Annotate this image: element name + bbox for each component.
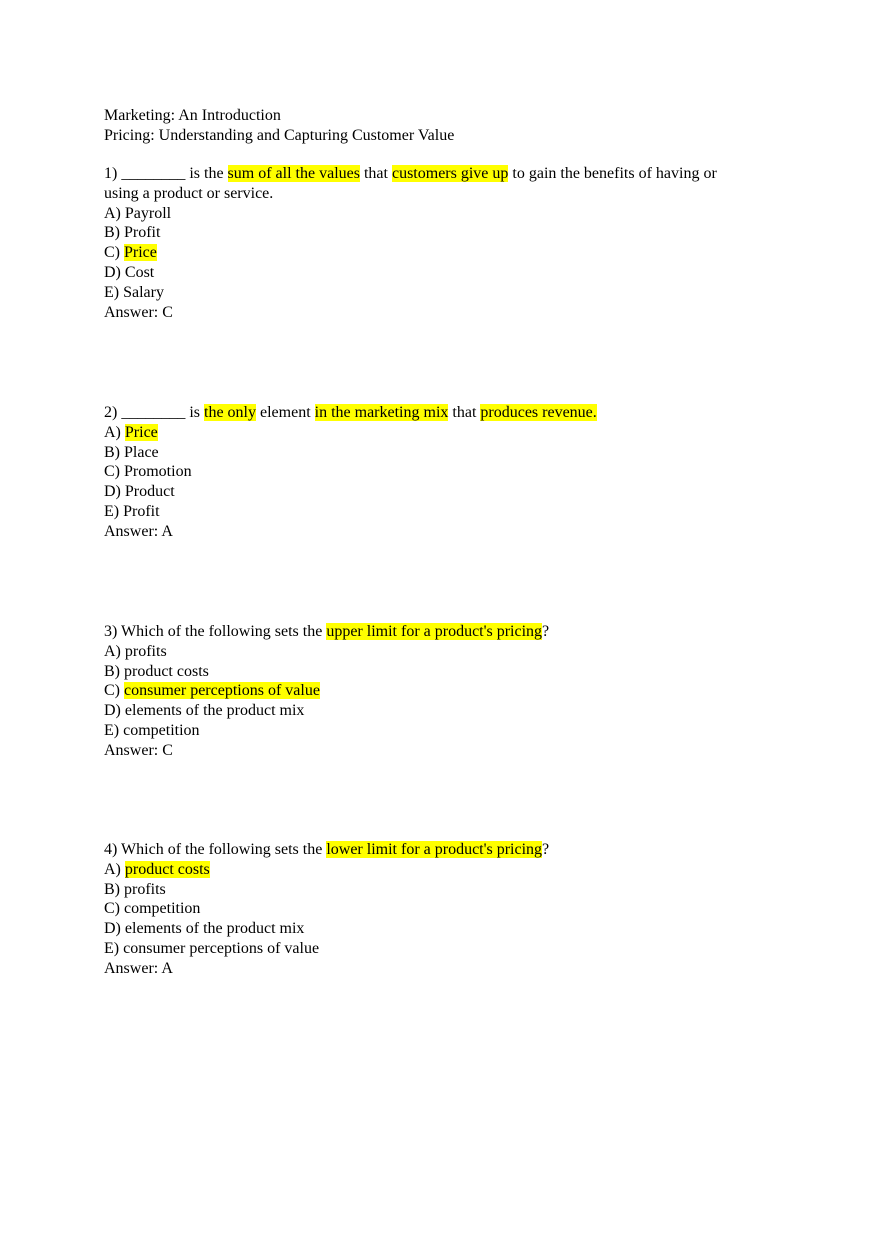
- answer-option: [104, 223, 160, 243]
- answer-option: [104, 482, 175, 502]
- highlighted-option-text: Price: [124, 423, 158, 441]
- option-text: Profit: [124, 224, 161, 242]
- highlighted-text: customers give up: [391, 165, 509, 182]
- answer-key: Answer: A: [104, 959, 173, 977]
- option-text: elements of the product mix: [124, 702, 305, 720]
- chapter-title: Pricing: Understanding and Capturing Customer Value: [104, 127, 455, 144]
- option-text: product costs: [124, 662, 209, 680]
- answer-key: Answer: A: [104, 522, 173, 540]
- question-stem: [104, 403, 597, 423]
- option-letter: C): [104, 244, 124, 262]
- option-letter: E): [104, 722, 124, 739]
- answer-option: [104, 283, 164, 303]
- option-text: profits: [124, 880, 166, 898]
- option-text: Profit: [123, 503, 160, 520]
- highlighted-text: produces revenue.: [480, 404, 597, 421]
- option-text: elements of the product mix: [124, 920, 305, 938]
- course-title: Marketing: An Introduction: [104, 107, 281, 124]
- stem-text: that: [359, 165, 392, 182]
- highlighted-text: sum of all the values: [227, 165, 360, 182]
- option-text: profits: [124, 642, 167, 660]
- option-letter: A): [104, 642, 125, 660]
- answer-option: [104, 642, 167, 662]
- option-letter: E): [104, 283, 124, 301]
- stem-text: ?: [542, 623, 550, 640]
- question-stem: [104, 840, 549, 860]
- answer-option: [104, 443, 159, 463]
- option-letter: D): [104, 920, 125, 938]
- answer-option: [104, 662, 209, 682]
- answer-option: [104, 204, 171, 224]
- highlighted-text: lower limit for a product's pricing: [326, 841, 543, 858]
- option-text: competition: [123, 722, 200, 739]
- answer-option: [104, 462, 192, 482]
- option-text: competition: [124, 900, 201, 918]
- stem-text: 3) Which of the following sets the: [104, 623, 327, 640]
- answer-option: [104, 899, 200, 919]
- option-letter: A): [104, 204, 125, 222]
- answer-option: [104, 701, 304, 721]
- stem-text: 1) ________ is the: [104, 165, 228, 182]
- option-letter: A): [104, 423, 125, 441]
- option-letter: C): [104, 900, 124, 918]
- highlighted-option-text: product costs: [124, 860, 210, 878]
- answer-option: [104, 939, 319, 959]
- option-letter: D): [104, 264, 125, 281]
- option-letter: B): [104, 880, 124, 898]
- option-letter: E): [104, 503, 124, 520]
- highlighted-text: upper limit for a product's pricing: [326, 623, 543, 640]
- answer-option: [104, 880, 166, 900]
- question-stem-continuation: using a product or service.: [104, 184, 274, 202]
- option-text: Salary: [123, 283, 164, 301]
- answer-option: [104, 681, 320, 701]
- highlighted-option-text: consumer perceptions of value: [124, 682, 320, 700]
- answer-option: [104, 502, 160, 522]
- answer-option: [104, 860, 210, 880]
- option-letter: D): [104, 702, 125, 720]
- option-text: Product: [124, 483, 175, 501]
- answer-option: [104, 243, 157, 263]
- option-text: Place: [124, 443, 159, 461]
- option-letter: A): [104, 860, 125, 878]
- stem-text: to gain the benefits of having or: [508, 165, 717, 182]
- answer-key: Answer: C: [104, 741, 173, 759]
- highlighted-option-text: Price: [124, 244, 157, 262]
- option-letter: C): [104, 463, 124, 481]
- stem-text: 4) Which of the following sets the: [104, 841, 327, 858]
- answer-option: [104, 263, 154, 283]
- answer-key: Answer: C: [104, 303, 173, 321]
- answer-option: [104, 423, 158, 443]
- option-letter: E): [104, 940, 124, 957]
- option-letter: D): [104, 483, 125, 501]
- answer-option: [104, 919, 304, 939]
- option-text: Payroll: [124, 204, 172, 222]
- stem-text: element: [256, 404, 315, 421]
- option-text: consumer perceptions of value: [123, 940, 320, 957]
- option-text: Cost: [124, 264, 155, 281]
- answer-option: [104, 721, 200, 741]
- option-letter: B): [104, 443, 124, 461]
- option-letter: C): [104, 682, 124, 700]
- stem-text: 2) ________ is: [104, 404, 204, 421]
- stem-text: ?: [542, 841, 550, 858]
- option-letter: B): [104, 662, 124, 680]
- option-text: Promotion: [124, 463, 192, 481]
- option-letter: B): [104, 224, 124, 242]
- highlighted-text: in the marketing mix: [314, 404, 449, 421]
- question-stem: [104, 164, 717, 184]
- highlighted-text: the only: [204, 404, 256, 421]
- question-stem: [104, 622, 549, 642]
- stem-text: that: [448, 404, 481, 421]
